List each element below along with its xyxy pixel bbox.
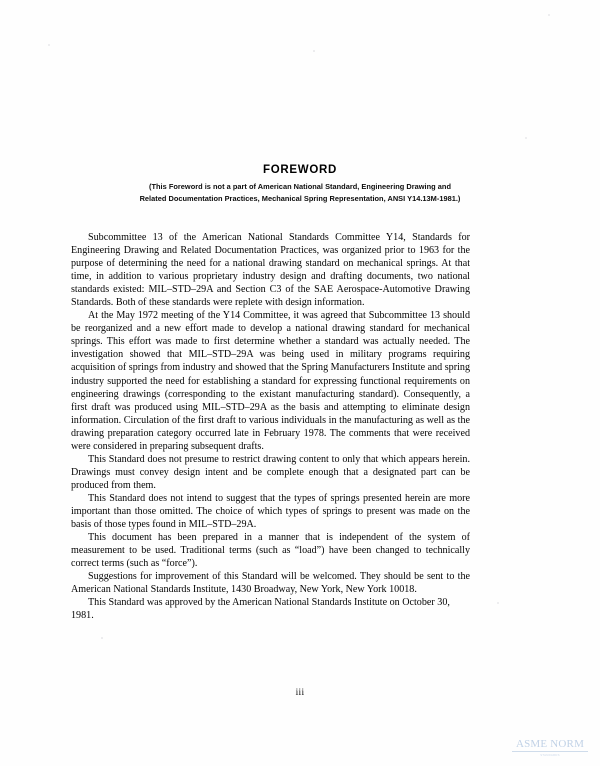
- foreword-subtitle-line-1: (This Foreword is not a part of American National Standard, Engineering Drawing and: [149, 182, 451, 191]
- body-paragraph: At the May 1972 meeting of the Y14 Committee, it was agreed that Subcommittee 13 should be reorganized and a new effort made to develop a national drawing standard for mechanical springs. This effort was made to first determine whether a standard was actually needed. The investigation showed that MIL–STD–29A was being used in military programs requiring acquisition of springs from industry and showed that the Spring Manufacturers Institute and spring industry supported the need for establishing a standard for expressing functional requirements on engineering drawings (corresponding to the existant manufacturing standard). Consequently, a first draft was produced using MIL–STD–29A as the basis and attempting to eliminate design information. Circulation of the first draft to various individuals in the manufacturing as well as the drawing preparation category occurred late in February 1978. The comments that were received were considered in preparing subsequent drafts.: [71, 310, 470, 452]
- body-paragraph: This Standard does not presume to restrict drawing content to only that which appears herein. Drawings must convey design intent and be complete enough that a designated part can be produced from them.: [71, 453, 470, 491]
- asme-norm-watermark: [508, 739, 592, 757]
- scan-speckle: [548, 14, 550, 16]
- foreword-subtitle-line-2: Related Documentation Practices, Mechanical Spring Representation, ANSI Y14.13M-1981.): [139, 194, 461, 203]
- scan-speckle: [101, 637, 103, 639]
- body-paragraph: This Standard does not intend to suggest that the types of springs presented herein are more important than those omitted. The choice of which types of springs to present was made on the basis of those types found in MIL–STD–29A.: [71, 492, 470, 531]
- body-paragraph: Subcommittee 13 of the American National Standards Committee Y14, Standards for Engineering Drawing and Related Documentation Practices, was organized prior to 1963 for the purpose of determining the need for a national drawing standard on mechanical springs. At that time, in addition to various proprietary industry design and drafting documents, two national standards existed: MIL–STD–29A and Section C3 of the SAE Aerospace-Automotive Drawing Standards. Both of these standards were replete with design information.: [71, 232, 470, 309]
- foreword-title: FOREWORD: [263, 164, 337, 176]
- watermark-sub-text: STANDARDS: [540, 753, 560, 757]
- foreword-body: [71, 231, 470, 622]
- watermark-main-text: ASME NORM: [515, 738, 585, 750]
- body-paragraph: This document has been prepared in a manner that is independent of the system of measurement to be used. Traditional terms (such as “load”) have been changed to technically correct terms (such as “force”).: [71, 532, 470, 570]
- page-number: iii: [295, 688, 305, 698]
- foreword-subtitle: [0, 181, 600, 205]
- page-heading: [0, 160, 600, 178]
- scan-speckle: [48, 44, 50, 46]
- scan-speckle: [525, 137, 527, 139]
- scan-speckle: [497, 602, 499, 604]
- body-paragraph: This Standard was approved by the American National Standards Institute on October 30, 1981.: [71, 597, 450, 622]
- scan-speckle: [313, 50, 315, 52]
- body-paragraph: Suggestions for improvement of this Standard will be welcomed. They should be sent to the American National Standards Institute, 1430 Broadway, New York, New York 10018.: [71, 571, 470, 596]
- watermark-divider: [512, 751, 588, 752]
